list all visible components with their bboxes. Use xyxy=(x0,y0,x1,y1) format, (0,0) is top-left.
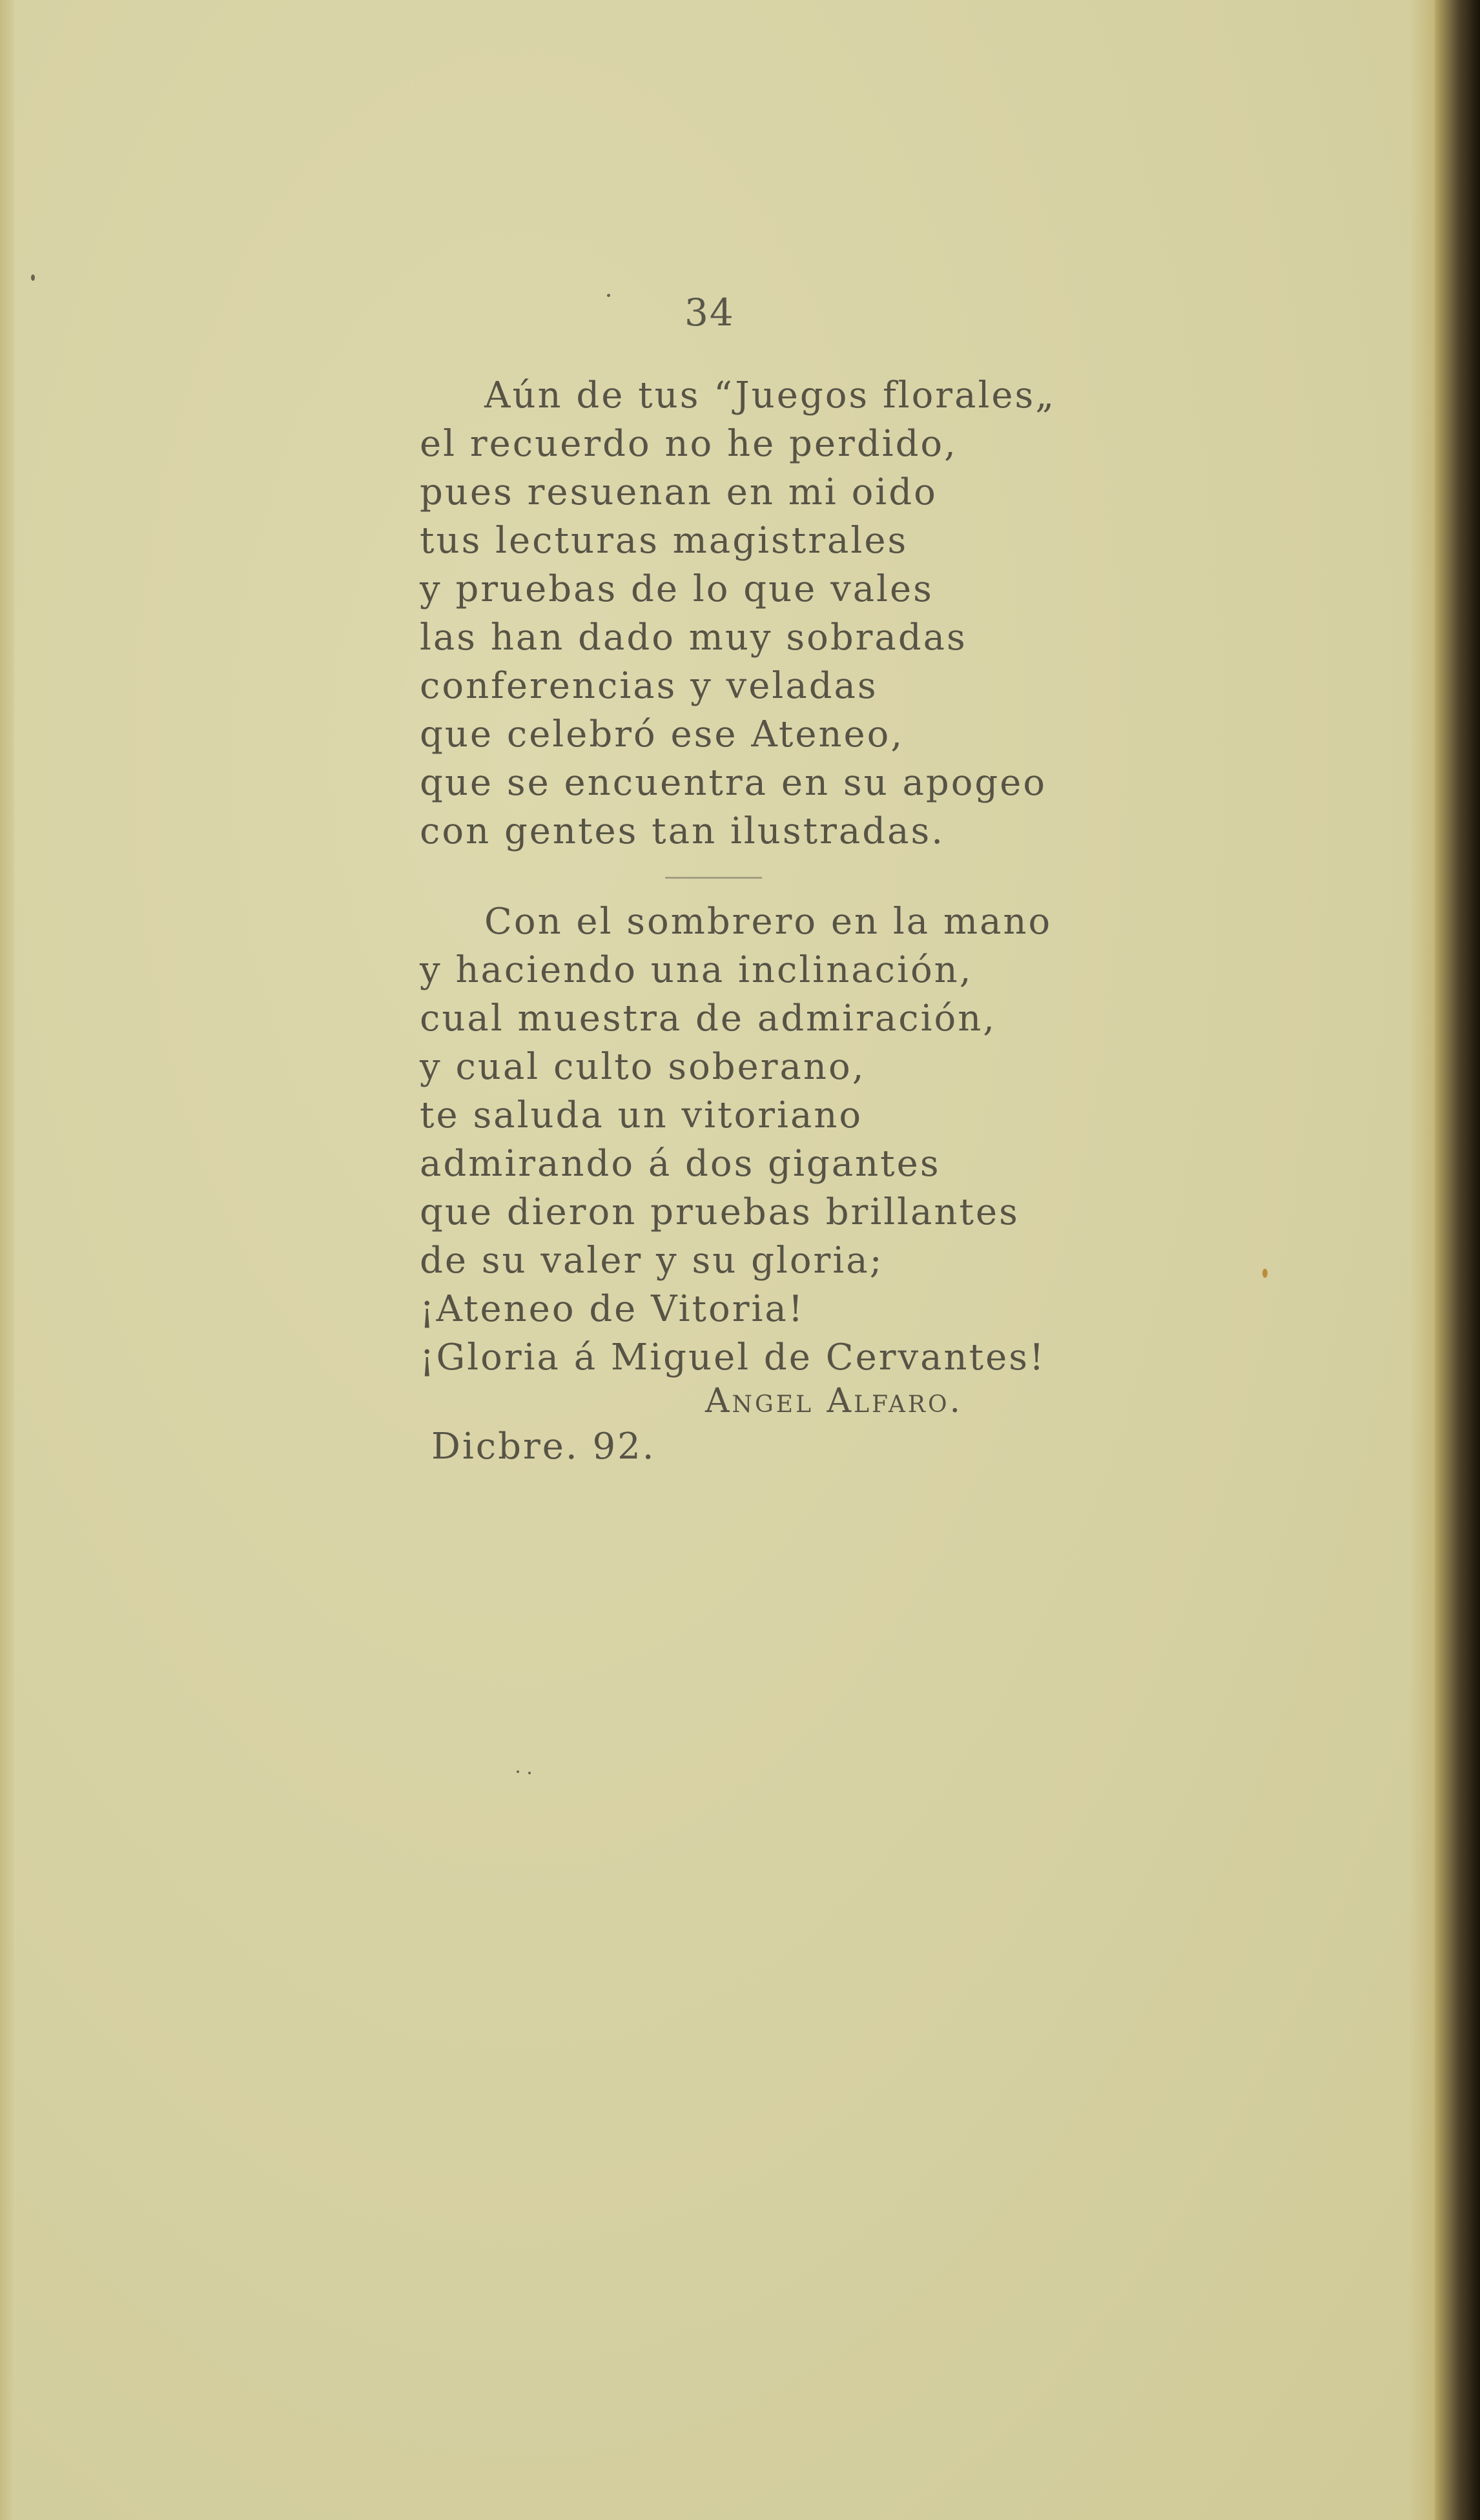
paper-speck xyxy=(1262,1269,1268,1278)
page-left-edge xyxy=(0,0,14,2520)
paper-speck xyxy=(31,274,35,281)
poem-line: te saluda un vitoriano xyxy=(420,1094,863,1136)
poem-line: con gentes tan ilustradas. xyxy=(420,810,945,852)
page-right-shadow xyxy=(1409,0,1435,2520)
poem-line: ¡Gloria á Miguel de Cervantes! xyxy=(420,1337,1046,1378)
poem-line: Aún de tus “Juegos florales„ xyxy=(484,374,1056,416)
poem-line: y haciendo una inclinación, xyxy=(420,949,973,991)
paper-speck xyxy=(517,1770,519,1773)
poem-line: que dieron pruebas brillantes xyxy=(420,1191,1020,1233)
poem-line: ¡Ateneo de Vitoria! xyxy=(420,1288,805,1330)
paper-speck xyxy=(607,294,610,297)
page-number: 34 xyxy=(684,291,735,334)
author-signature: Angel Alfaro. xyxy=(705,1382,963,1420)
poem-line: Con el sombrero en la mano xyxy=(484,901,1053,943)
poem-line: y pruebas de lo que vales xyxy=(420,568,934,610)
poem-line: que se encuentra en su apogeo xyxy=(420,762,1047,804)
poem-line: el recuerdo no he perdido, xyxy=(420,423,958,465)
poem-line: conferencias y veladas xyxy=(420,665,878,707)
poem-line: de su valer y su gloria; xyxy=(420,1240,884,1282)
paper-speck xyxy=(528,1772,531,1774)
poem-line: tus lecturas magistrales xyxy=(420,520,909,562)
poem-line: pues resuenan en mi oido xyxy=(420,471,938,513)
poem-line: las han dado muy sobradas xyxy=(420,617,967,659)
poem-date: Dicbre. 92. xyxy=(431,1426,656,1468)
poem-line: que celebró ese Ateneo, xyxy=(420,713,905,755)
poem-line: cual muestra de admiración, xyxy=(420,998,997,1040)
poem-line: y cual culto soberano, xyxy=(420,1046,866,1088)
stanza-divider xyxy=(665,877,762,879)
poem-line: admirando á dos gigantes xyxy=(420,1143,941,1185)
book-spine-edge xyxy=(1435,0,1480,2520)
